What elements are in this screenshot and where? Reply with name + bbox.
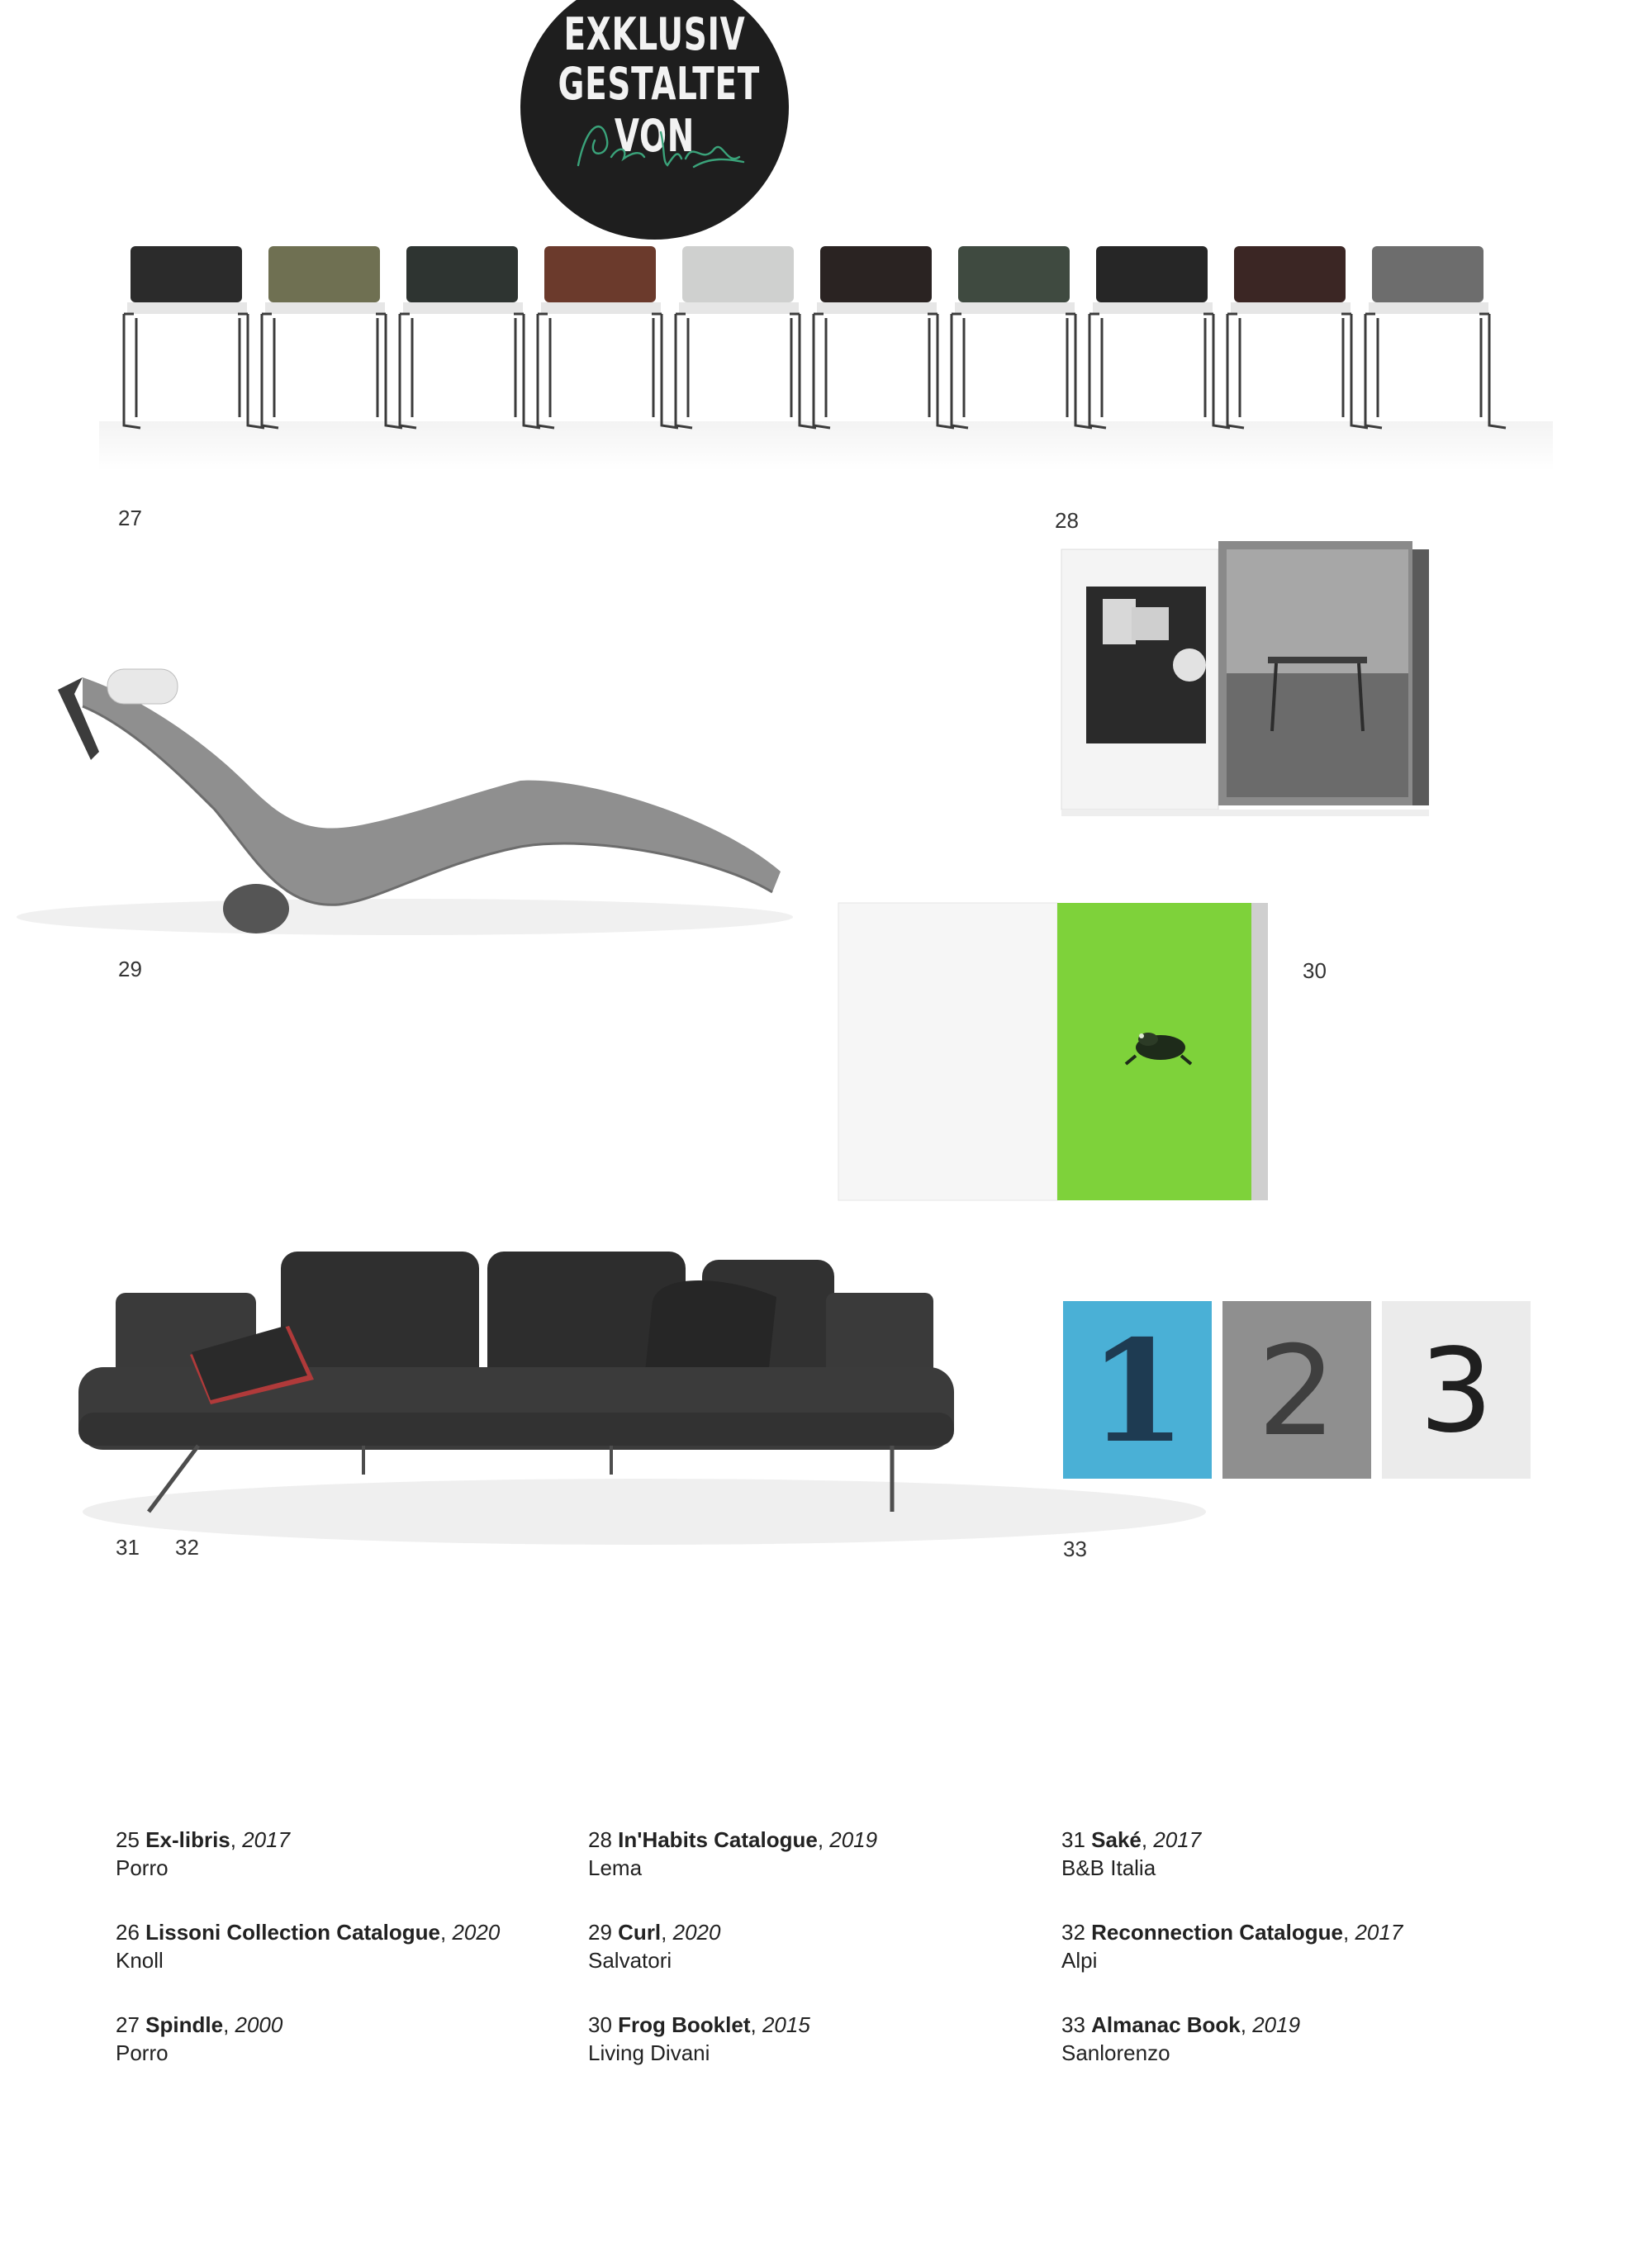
chair-seat (817, 302, 937, 314)
chair-frame (676, 314, 816, 428)
chair-seat (1231, 302, 1351, 314)
figure-number-32: 32 (175, 1535, 199, 1560)
caption-year: 2019 (829, 1827, 878, 1852)
caption-title: Ex-libris (145, 1827, 230, 1852)
chair-seat (541, 302, 661, 314)
chair-seat (955, 302, 1075, 314)
chair-7 (952, 246, 1092, 428)
caption-title: Curl (618, 1920, 662, 1945)
caption-number: 33 (1061, 2012, 1085, 2037)
captions-col-2 (588, 1826, 1051, 2103)
caption-title: Almanac Book (1091, 2012, 1241, 2037)
caption-year: 2017 (1355, 1920, 1403, 1945)
chair-9 (1227, 246, 1368, 428)
chair-frame (124, 314, 264, 428)
sofa-image (66, 1235, 1222, 1549)
caption-title: Reconnection Catalogue (1091, 1920, 1343, 1945)
chair-seat (1369, 302, 1488, 314)
frog-booklet-image (834, 899, 1272, 1209)
chair-back (544, 246, 656, 302)
almanac-cover-3-numeral: 3 (1419, 1324, 1493, 1459)
almanac-cover-2 (1222, 1301, 1371, 1479)
signature-mark (570, 107, 752, 182)
caption-client: Sanlorenzo (1061, 2040, 1170, 2065)
caption-number: 32 (1061, 1920, 1085, 1945)
caption-28: 28 In'Habits Catalogue, 2019 Lema (588, 1826, 1051, 1882)
almanac-cover-2-numeral: 2 (1257, 1320, 1336, 1464)
caption-client: Alpi (1061, 1948, 1098, 1973)
chair-frame (1365, 314, 1506, 428)
chair-back (1234, 246, 1346, 302)
caption-year: 2020 (452, 1920, 501, 1945)
chair-back (131, 246, 242, 302)
badge-line-2: GESTALTET VON (558, 58, 760, 162)
caption-number: 25 (116, 1827, 140, 1852)
captions-col-3 (1061, 1826, 1524, 2103)
chair-frame (814, 314, 954, 428)
chair-8 (1089, 246, 1230, 428)
caption-number: 30 (588, 2012, 612, 2037)
chaise-lounge-image (8, 644, 801, 958)
almanac-cover-1-numeral: 1 (1088, 1309, 1187, 1475)
chair-frame (1089, 314, 1230, 428)
catalogue-spread-image (1053, 516, 1458, 822)
caption-27: 27 Spindle, 2000 Porro (116, 2011, 578, 2067)
captions-col-1 (116, 1826, 578, 2103)
badge-line-1: EXKLUSIV (563, 8, 746, 60)
chair-6 (814, 246, 954, 428)
figure-number-31: 31 (116, 1535, 140, 1560)
almanac-cover-3 (1382, 1301, 1531, 1479)
caption-client: Lema (588, 1855, 643, 1880)
caption-year: 2020 (672, 1920, 721, 1945)
figure-number-33: 33 (1063, 1537, 1087, 1561)
caption-26: 26 Lissoni Collection Catalogue, 2020 Knoll (116, 1918, 578, 1974)
caption-title: Spindle (145, 2012, 224, 2037)
caption-29: 29 Curl, 2020 Salvatori (588, 1918, 1051, 1974)
caption-client: Knoll (116, 1948, 164, 1973)
caption-year: 2019 (1252, 2012, 1301, 2037)
chair-1 (124, 246, 264, 428)
chair-back (958, 246, 1070, 302)
chair-seat (403, 302, 523, 314)
caption-25: 25 Ex-libris, 2017 Porro (116, 1826, 578, 1882)
caption-number: 28 (588, 1827, 612, 1852)
caption-number: 26 (116, 1920, 140, 1945)
figure-number-28: 28 (1055, 508, 1079, 533)
figure-number-29: 29 (118, 957, 142, 981)
caption-client: Porro (116, 2040, 169, 2065)
chair-back (268, 246, 380, 302)
caption-number: 29 (588, 1920, 612, 1945)
caption-client: Porro (116, 1855, 169, 1880)
chair-frame (952, 314, 1092, 428)
caption-year: 2015 (762, 2012, 810, 2037)
caption-client: B&B Italia (1061, 1855, 1156, 1880)
caption-title: Frog Booklet (618, 2012, 751, 2037)
caption-year: 2017 (1153, 1827, 1202, 1852)
caption-client: Salvatori (588, 1948, 672, 1973)
chair-back (682, 246, 794, 302)
figure-number-27: 27 (118, 506, 142, 530)
caption-31: 31 Saké, 2017 B&B Italia (1061, 1826, 1524, 1882)
chair-seat (265, 302, 385, 314)
caption-year: 2017 (242, 1827, 291, 1852)
caption-32: 32 Reconnection Catalogue, 2017 Alpi (1061, 1918, 1524, 1974)
caption-33: 33 Almanac Book, 2019 Sanlorenzo (1061, 2011, 1524, 2067)
caption-year: 2000 (235, 2012, 283, 2037)
chair-frame (262, 314, 402, 428)
chair-frame (400, 314, 540, 428)
chair-3 (400, 246, 540, 428)
chair-back (1372, 246, 1483, 302)
chair-seat (679, 302, 799, 314)
chair-10 (1365, 246, 1506, 428)
chair-back (406, 246, 518, 302)
caption-number: 31 (1061, 1827, 1085, 1852)
chair-frame (1227, 314, 1368, 428)
chair-frame (538, 314, 678, 428)
caption-number: 27 (116, 2012, 140, 2037)
caption-30: 30 Frog Booklet, 2015 Living Divani (588, 2011, 1051, 2067)
chair-5 (676, 246, 816, 428)
figure-number-30: 30 (1303, 958, 1327, 983)
chair-4 (538, 246, 678, 428)
chair-2 (262, 246, 402, 428)
caption-client: Living Divani (588, 2040, 710, 2065)
chairs-row-image (99, 231, 1553, 479)
caption-title: In'Habits Catalogue (618, 1827, 818, 1852)
chair-seat (1093, 302, 1213, 314)
designer-badge (520, 0, 789, 240)
almanac-cover-1 (1063, 1301, 1212, 1479)
chair-back (1096, 246, 1208, 302)
caption-title: Lissoni Collection Catalogue (145, 1920, 440, 1945)
chair-back (820, 246, 932, 302)
caption-title: Saké (1091, 1827, 1142, 1852)
chair-seat (127, 302, 247, 314)
